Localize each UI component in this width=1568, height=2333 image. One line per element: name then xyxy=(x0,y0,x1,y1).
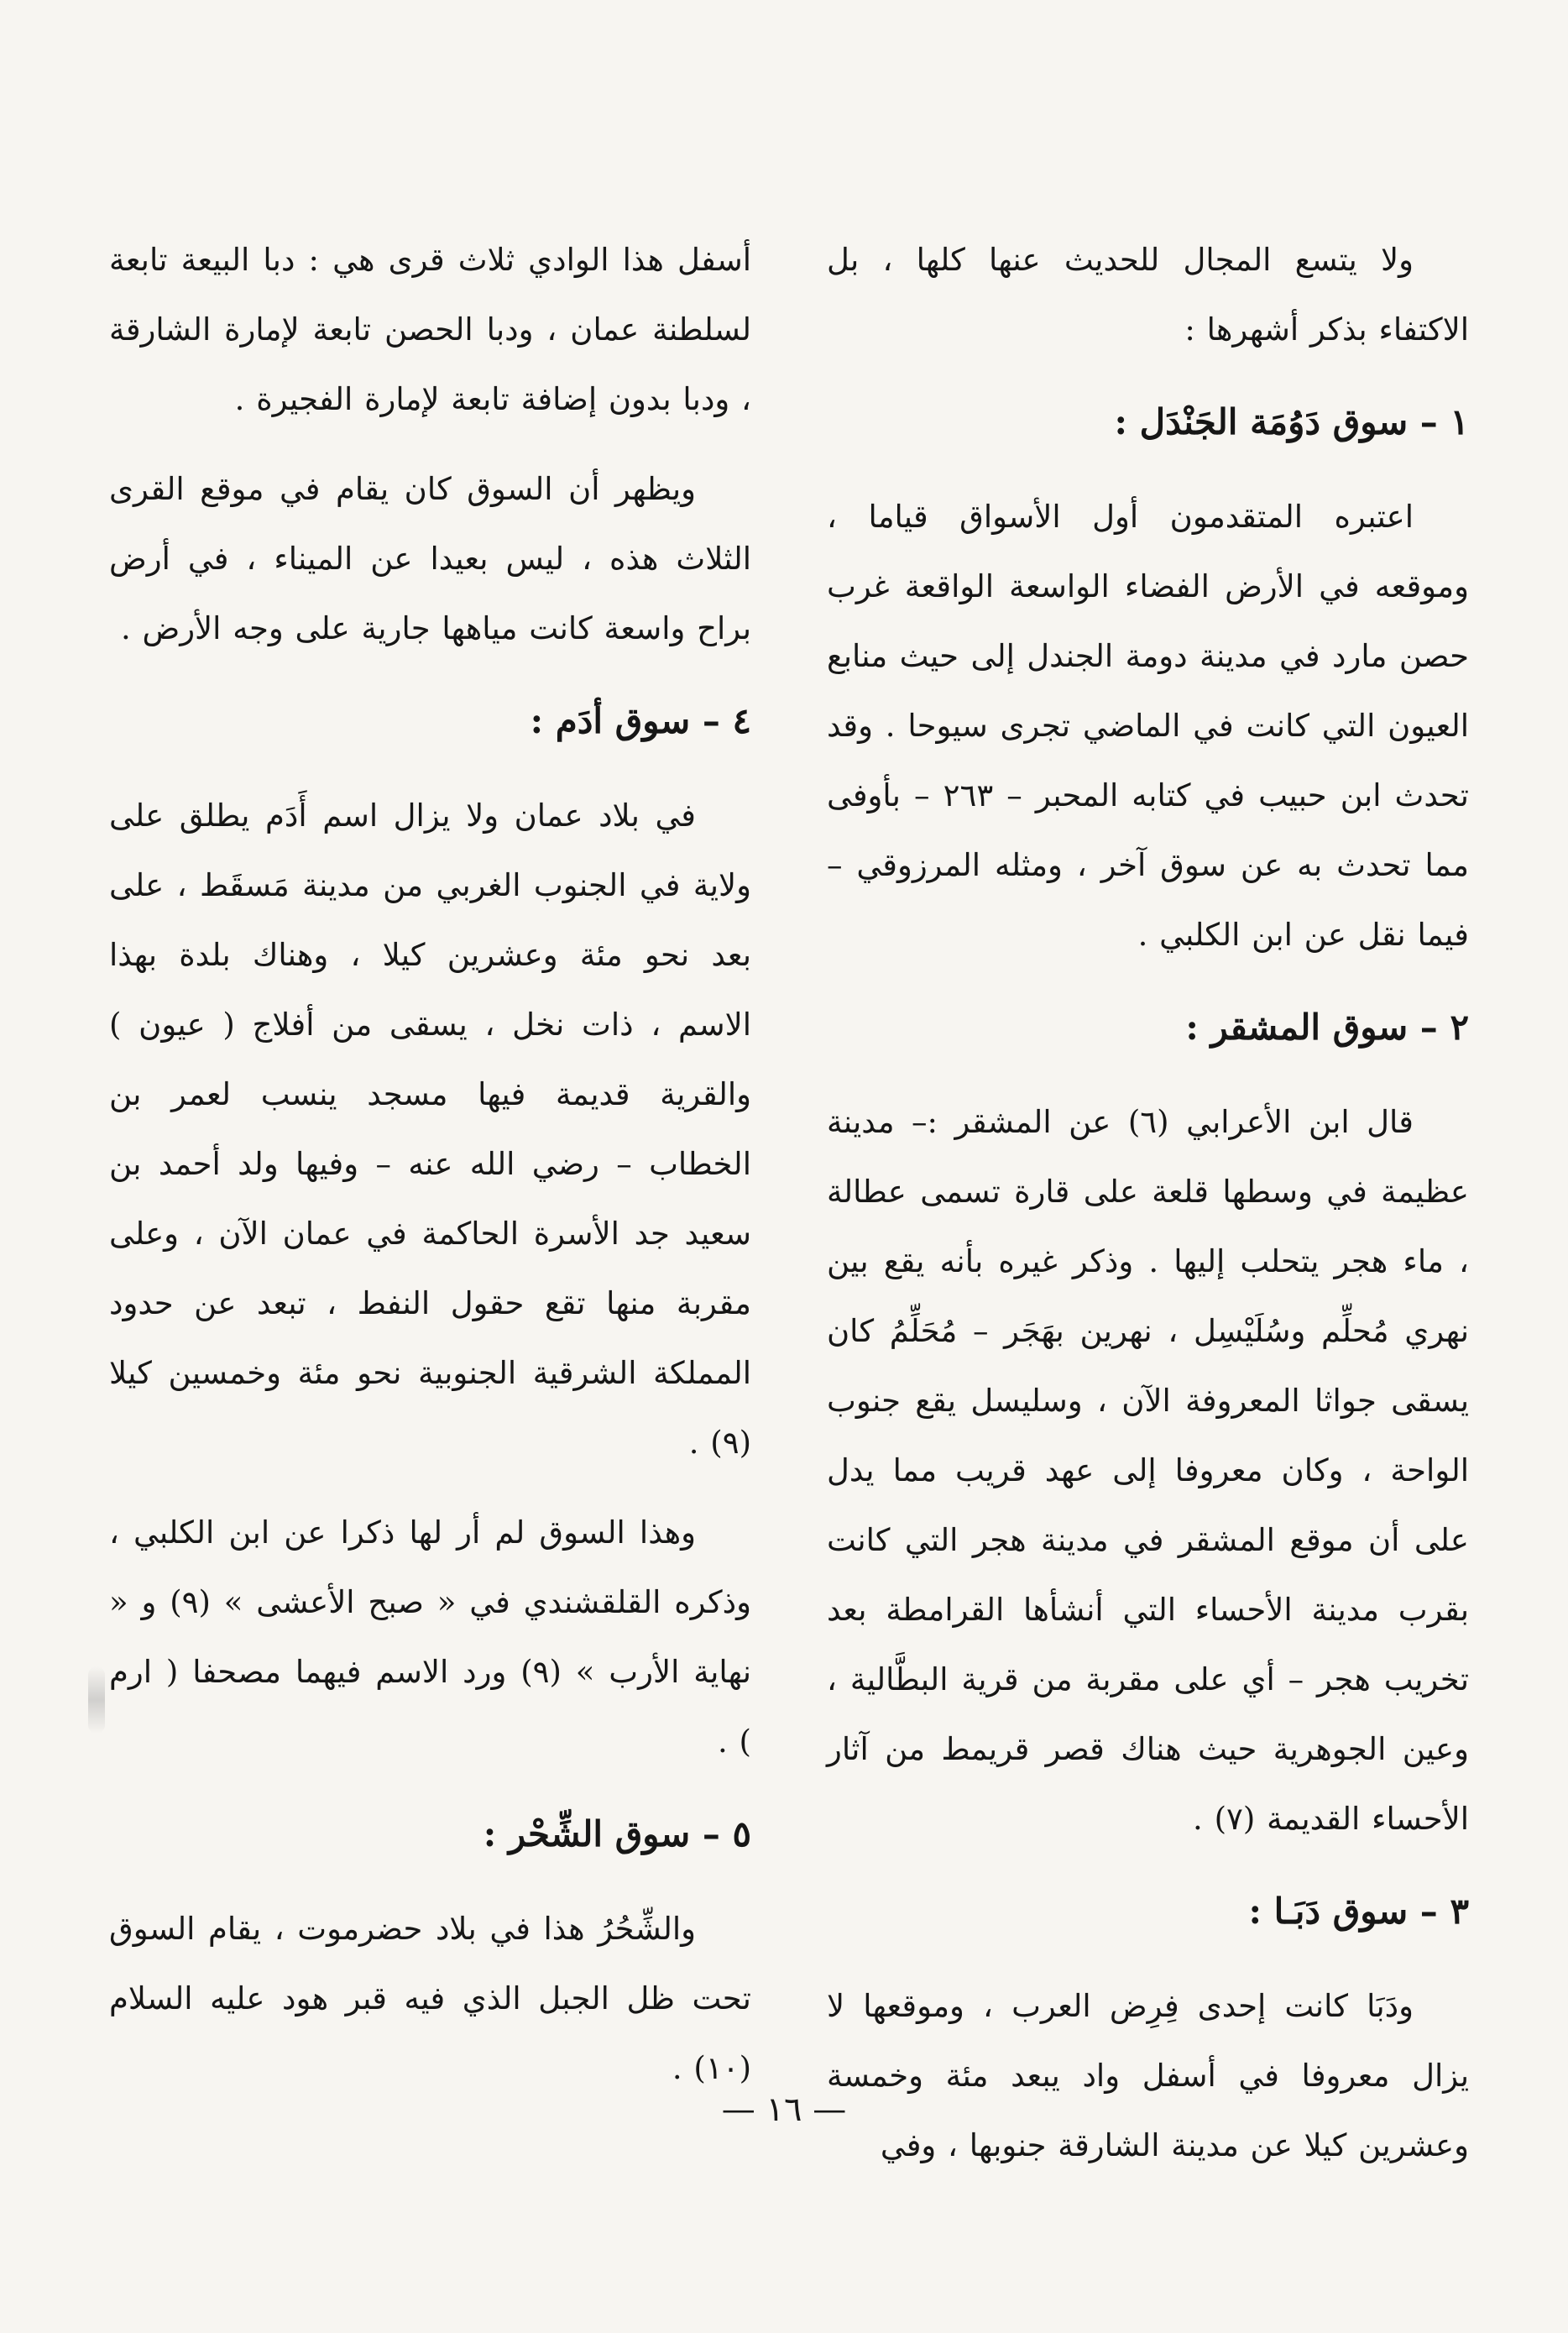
page-number: — ١٦ — xyxy=(721,2090,847,2129)
section-heading-mushaqqar: ٢ – سوق المشقر : xyxy=(1185,1007,1469,1048)
paragraph-daba-market-site: ويظهر أن السوق كان يقام في موقع القرى الثلاث هذه ، ليس بعيدا عن الميناء ، في أرض براح واسعة كانت مياهها جارية على وجه الأرض . xyxy=(109,471,751,646)
paragraph-daba-continued: أسفل هذا الوادي ثلاث قرى هي : دبا البيعة تابعة لسلطنة عمان ، ودبا الحصن تابعة لإمارة الشارقة ، ودبا بدون إضافة تابعة لإمارة الفجيرة . xyxy=(109,242,751,417)
paragraph-adam-sources: وهذا السوق لم أر لها ذكرا عن ابن الكلبي ، وذكره القلقشندي في « صبح الأعشى » (٩) و « نهاية الأرب » (٩) ورد الاسم فيهما مصحفا ( ارم ) . xyxy=(109,1514,751,1760)
section-heading-shihr: ٥ – سوق الشِّحْر : xyxy=(483,1813,751,1854)
section-heading-daba: ٣ – سوق دَبَـا : xyxy=(1248,1891,1469,1932)
right-column xyxy=(827,225,1469,2200)
paragraph-dumat-al-jandal: اعتبره المتقدمون أول الأسواق قياما ، وموقعه في الأرض الفضاء الواسعة الواقعة غرب حصن مارد في مدينة دومة الجندل إلى حيث منابع العيون التي كانت في الماضي تجرى سيوحا . وقد تحدث ابن حبيب في كتابه المحبر – ٢٦٣ – بأوفى مما تحدث به عن سوق آخر ، ومثله المرزوقي – فيما نقل عن ابن الكلبي . xyxy=(827,499,1469,953)
paragraph-mushaqqar: قال ابن الأعرابي (٦) عن المشقر :– مدينة عظيمة في وسطها قلعة على قارة تسمى عطالة ، ماء هجر يتحلب إليها . وذكر غيره بأنه يقع بين نهري مُحلِّم وسُلَيْسِل ، نهرين بهَجَر – مُحَلِّمُ كان يسقى جواثا المعروفة الآن ، وسليسل يقع جنوب الواحة ، وكان معروفا إلى عهد قريب مما يدل على أن موقع المشقر في مدينة هجر التي كانت بقرب مدينة الأحساء التي أنشأها القرامطة بعد تخريب هجر – أي على مقربة من قرية البطَّالية ، وعين الجوهرية حيث هناك قصر قريمط من آثار الأحساء القديمة (٧) . xyxy=(827,1104,1470,1837)
scan-artifact xyxy=(88,1666,105,1734)
section-heading-adam: ٤ – سوق أدَم : xyxy=(530,700,751,741)
paragraph-shihr: والشِّحُرُ هذا في بلاد حضرموت ، يقام السوق تحت ظل الجبل الذي فيه قبر هود عليه السلام (١٠) . xyxy=(109,1911,751,2086)
paragraph-daba: ودَبَا كانت إحدى فِرِض العرب ، وموقعها لا يزال معروفا في أسفل واد يبعد مئة وخمسة وعشرين كيلا عن مدينة الشارقة جنوبها ، وفي xyxy=(827,1988,1469,2163)
intro-paragraph: ولا يتسع المجال للحديث عنها كلها ، بل الاكتفاء بذكر أشهرها : xyxy=(827,242,1469,348)
paragraph-adam: في بلاد عمان ولا يزال اسم أَدَم يطلق على ولاية في الجنوب الغربي من مدينة مَسقَط ، على بعد نحو مئة وعشرين كيلا ، وهناك بلدة بهذا الاسم ، ذات نخل ، يسقى من أفلاج ( عيون ) والقرية قديمة فيها مسجد ينسب لعمر بن الخطاب – رضي الله عنه – وفيها ولد أحمد بن سعيد جد الأسرة الحاكمة في عمان الآن ، وعلى مقربة منها تقع حقول النفط ، تبعد عن حدود المملكة الشرقية الجنوبية نحو مئة وخمسين كيلا (٩) . xyxy=(109,798,751,1461)
section-heading-dumat-al-jandal: ١ – سوق دَوُمَة الجَنْدَل : xyxy=(1114,401,1469,442)
left-column xyxy=(109,225,751,2123)
